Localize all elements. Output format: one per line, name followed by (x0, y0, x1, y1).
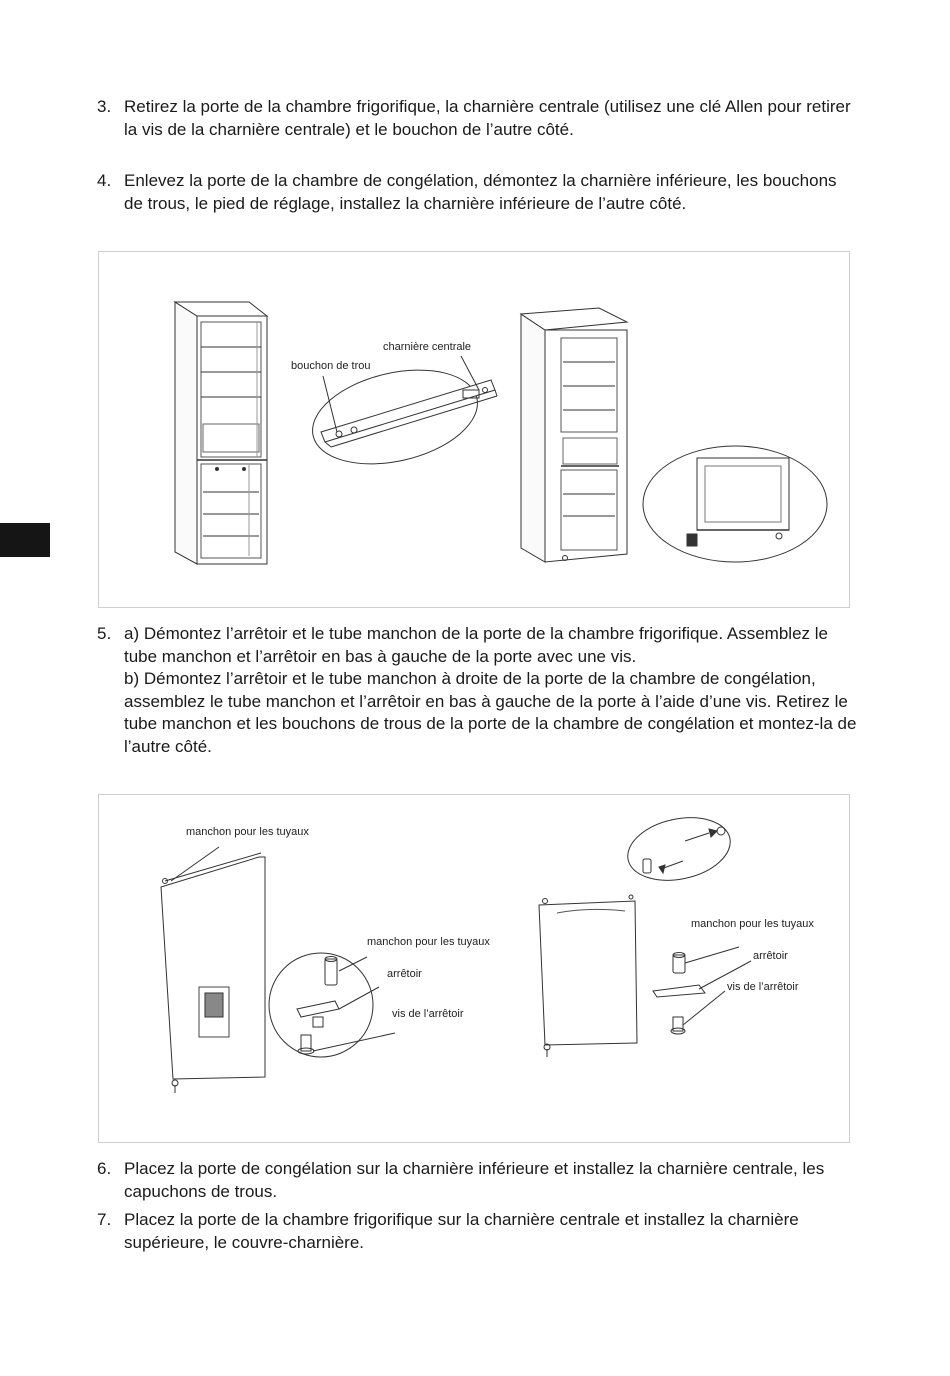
figure-1-illustration (99, 252, 851, 609)
hole-plug-detail-callout (622, 809, 736, 889)
label-screw-right: vis de l’arrêtoir (727, 981, 799, 993)
label-sleeve-mid: manchon pour les tuyaux (367, 936, 490, 948)
label-hole-plug: bouchon de trou (291, 360, 371, 372)
label-screw-mid: vis de l’arrêtoir (392, 1008, 464, 1020)
step-number: 7. (97, 1210, 112, 1229)
step-text: Placez la porte de la chambre frigorifique sur la charnière centrale et installez la charnière supérieure, le couvre-charnière. (124, 1210, 799, 1252)
label-stopper-right: arrêtoir (753, 950, 788, 962)
step-5 (97, 623, 857, 758)
hinge-detail-callout (303, 355, 497, 479)
step-text: Retirez la porte de la chambre frigorifique, la charnière centrale (utilisez une clé Allen pour retirer la vis de la charnière centrale) et le bouchon de l’autre côté. (124, 97, 851, 139)
step-number: 6. (97, 1159, 112, 1178)
label-center-hinge: charnière centrale (383, 341, 472, 353)
step-3 (97, 96, 857, 141)
fridge-closed-illustration (521, 308, 627, 562)
label-sleeve-right: manchon pour les tuyaux (691, 918, 814, 930)
step-4 (97, 170, 857, 215)
figure-hinge-removal (98, 251, 850, 608)
sleeve-detail-callout (269, 953, 395, 1057)
step-text-b: b) Démontez l’arrêtoir et le tube manchon à droite de la porte de la chambre de congélation, assemblez le tube manchon et l’arrêtoir en bas à gauche de la porte à l’aide d’une vis. Retirez le tube manchon et les bouchons de trous de la porte de la chambre de congélation et montez-la de l’autre côté. (124, 669, 857, 756)
step-text-a: a) Démontez l’arrêtoir et le tube manchon de la porte de la chambre frigorifique. Assemblez le tube manchon et l’arrêtoir en bas à gauche de la porte avec une vis. (124, 624, 828, 666)
foot-detail-callout (643, 446, 827, 562)
step-6 (97, 1158, 857, 1203)
step-text: Enlevez la porte de la chambre de congélation, démontez la charnière inférieure, les bouchons de trous, le pied de réglage, installez la charnière inférieure de l’autre côté. (124, 171, 837, 213)
label-sleeve-top: manchon pour les tuyaux (186, 826, 309, 838)
step-number: 5. (97, 624, 112, 643)
label-stopper-mid: arrêtoir (387, 968, 422, 980)
figure-stopper-assembly (98, 794, 850, 1143)
section-tab (0, 523, 50, 557)
freezer-door-illustration (539, 895, 637, 1057)
step-7 (97, 1209, 857, 1254)
step-number: 4. (97, 171, 112, 190)
step-number: 3. (97, 97, 112, 116)
fridge-door-illustration (161, 847, 265, 1093)
figure-2-illustration (99, 795, 851, 1144)
step-text: Placez la porte de congélation sur la charnière inférieure et installez la charnière centrale, les capuchons de trous. (124, 1159, 825, 1201)
fridge-open-illustration (175, 302, 267, 564)
